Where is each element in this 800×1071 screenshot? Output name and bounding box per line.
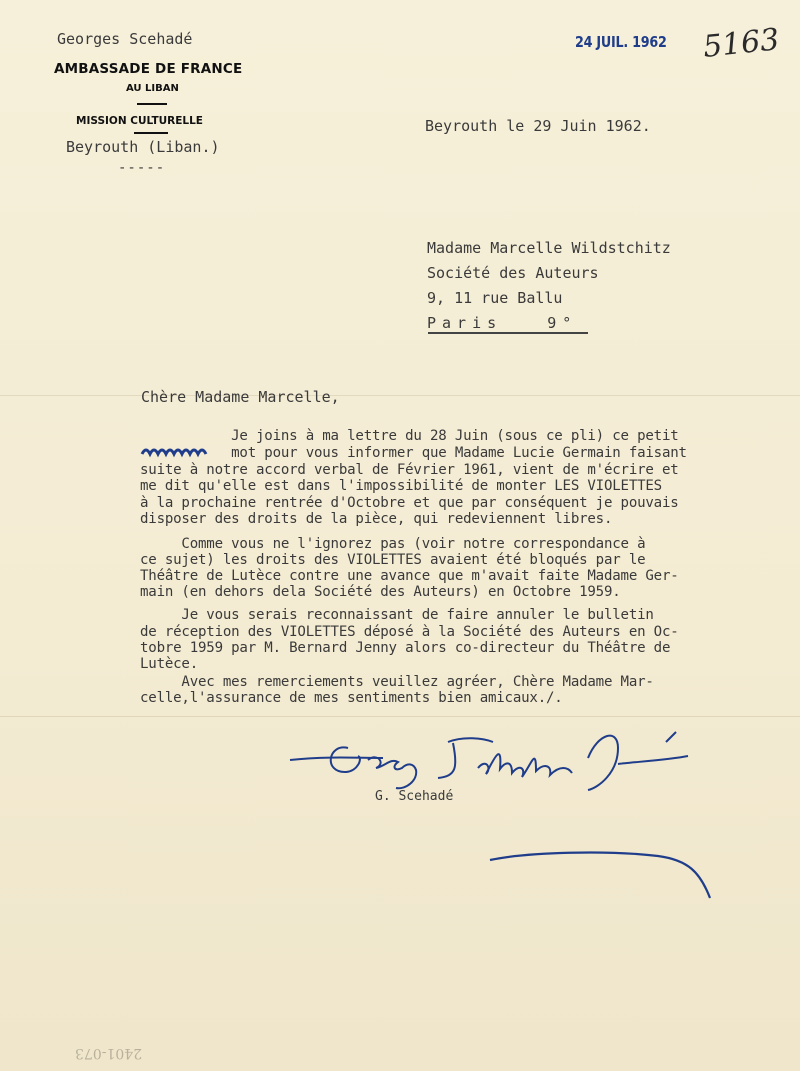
letterhead-mission: MISSION CULTURELLE: [76, 115, 203, 127]
body-line: main (en dehors dela Société des Auteurs) en Octobre 1959.: [140, 584, 621, 600]
ink-flourish: [488, 848, 718, 908]
body-line: Je vous serais reconnaissant de faire annuler le bulletin: [140, 607, 654, 623]
body-line: à la prochaine rentrée d'Octobre et que par conséquent je pouvais: [140, 495, 679, 511]
address-line: Paris 9°: [427, 314, 578, 332]
paper-fold: [0, 716, 800, 717]
body-line: disposer des droits de la pièce, qui redeviennent libres.: [140, 511, 613, 527]
paper-fold: [0, 395, 800, 396]
address-line: Société des Auteurs: [427, 264, 599, 282]
pencil-archive-note: 2401-073: [75, 1045, 143, 1061]
body-line: celle,l'assurance de mes sentiments bien amicaux./.: [140, 690, 563, 706]
body-line: me dit qu'elle est dans l'impossibilité de monter LES VIOLETTES: [140, 478, 662, 494]
handwritten-signature: [288, 728, 698, 798]
letterhead-rule: [137, 103, 167, 105]
body-line: Comme vous ne l'ignorez pas (voir notre correspondance à: [140, 536, 646, 552]
received-date-stamp: 24 JUIL. 1962: [575, 33, 667, 51]
letterhead-city: Beyrouth (Liban.): [66, 138, 220, 156]
body-line: de réception des VIOLETTES déposé à la Société des Auteurs en Oc-: [140, 624, 679, 640]
body-line: Théâtre de Lutèce contre une avance que m'avait faite Madame Ger-: [140, 568, 679, 584]
body-line: Je joins à ma lettre du 28 Juin (sous ce pli) ce petit: [140, 428, 679, 444]
signature-label: G. Scehadé: [375, 789, 454, 804]
body-line: Avec mes remerciements veuillez agréer, Chère Madame Mar-: [140, 674, 654, 690]
body-line: ce sujet) les droits des VIOLETTES avaient été bloqués par le: [140, 552, 646, 568]
address-underline: [428, 332, 588, 334]
letterhead-name: Georges Scehadé: [57, 30, 193, 48]
letterhead-country: AU LIBAN: [126, 83, 179, 94]
body-line: mot pour vous informer que Madame Lucie Germain faisant: [140, 445, 687, 461]
ink-strikethrough: [140, 444, 220, 460]
letterhead-rule: [134, 132, 168, 134]
body-line: suite à notre accord verbal de Février 1961, vient de m'écrire et: [140, 462, 679, 478]
handwritten-file-number: 5163: [701, 22, 781, 65]
body-line: tobre 1959 par M. Bernard Jenny alors co-directeur du Théâtre de: [140, 640, 671, 656]
body-line: Lutèce.: [140, 656, 198, 672]
salutation: Chère Madame Marcelle,: [141, 388, 340, 406]
letterhead-embassy: AMBASSADE DE FRANCE: [54, 61, 243, 77]
letterhead-dashes: -----: [118, 160, 166, 176]
address-line: Madame Marcelle Wildstchitz: [427, 239, 671, 257]
date-line: Beyrouth le 29 Juin 1962.: [425, 117, 651, 135]
address-line: 9, 11 rue Ballu: [427, 289, 563, 307]
